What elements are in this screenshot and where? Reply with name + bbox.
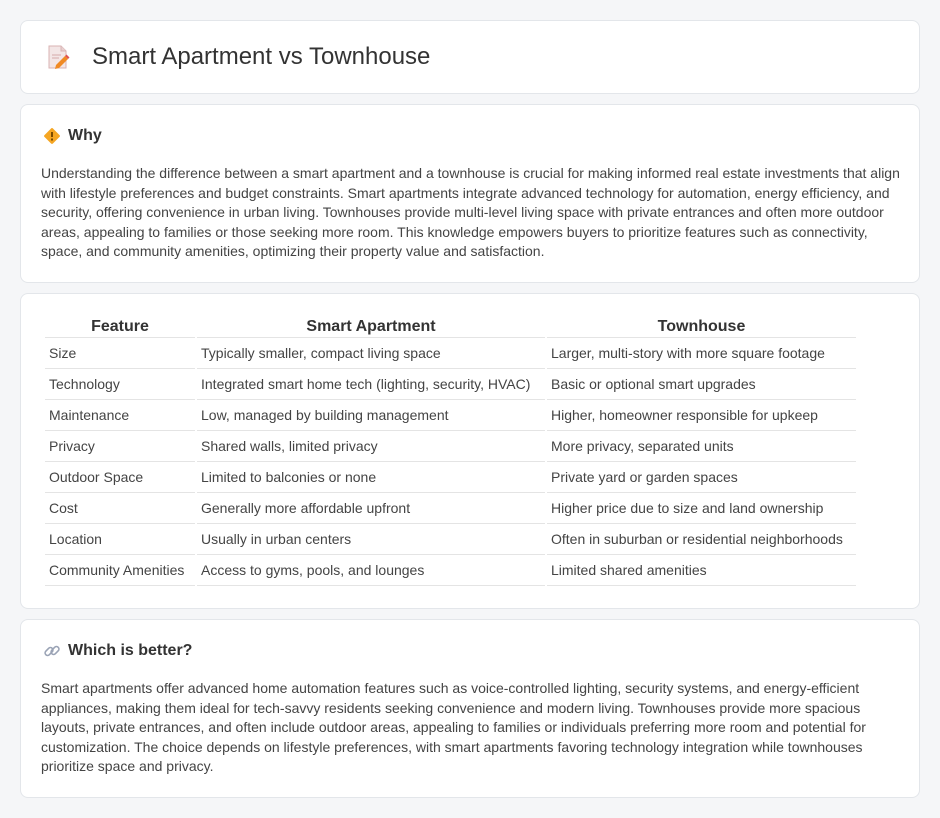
- comparison-table-card: [20, 293, 920, 609]
- page-title: Smart Apartment vs Townhouse: [92, 43, 431, 70]
- smart-apartment-cell: Limited to balconies or none: [197, 462, 545, 493]
- table-row: [45, 369, 856, 400]
- feature-cell: Community Amenities: [45, 555, 195, 586]
- table-row: [45, 338, 856, 369]
- why-text: Understanding the difference between a smart apartment and a townhouse is crucial for making informed real estate investments that align with lifestyle preferences and budget constraints. Smart apartments integrate advanced technology for automation, energy efficiency, and security, offering convenience in urban living. Townhouses provide multi-level living space with private entrances and often more outdoor areas, appealing to families or those seeking more room. This knowledge empowers buyers to prioritize features such as connectivity, space, and community amenities, optimizing their property value and satisfaction.: [41, 165, 900, 260]
- table-row: [45, 493, 856, 524]
- smart-apartment-cell: Generally more affordable upfront: [197, 493, 545, 524]
- table-row: [45, 555, 856, 586]
- smart-apartment-cell: Access to gyms, pools, and lounges: [197, 555, 545, 586]
- document-edit-icon: [45, 43, 71, 71]
- feature-cell: Size: [45, 338, 195, 369]
- townhouse-cell: Larger, multi-story with more square footage: [547, 338, 856, 369]
- smart-apartment-cell: Shared walls, limited privacy: [197, 431, 545, 462]
- townhouse-cell: More privacy, separated units: [547, 431, 856, 462]
- diamond-sign-icon: [43, 127, 61, 145]
- smart-apartment-cell: Integrated smart home tech (lighting, security, HVAC): [197, 369, 545, 400]
- townhouse-cell: Basic or optional smart upgrades: [547, 369, 856, 400]
- table-header-row: [45, 316, 856, 338]
- why-title: Why: [68, 127, 102, 144]
- table-row: [45, 524, 856, 555]
- feature-cell: Technology: [45, 369, 195, 400]
- table-row: [45, 400, 856, 431]
- which-is-better-section: [20, 619, 920, 798]
- header-card: [20, 20, 920, 94]
- feature-cell: Privacy: [45, 431, 195, 462]
- link-icon: [43, 642, 61, 660]
- header-smart-apartment: Smart Apartment: [197, 316, 545, 338]
- smart-apartment-cell: Typically smaller, compact living space: [197, 338, 545, 369]
- table-row: [45, 462, 856, 493]
- townhouse-cell: Limited shared amenities: [547, 555, 856, 586]
- header-townhouse: Townhouse: [547, 316, 856, 338]
- smart-apartment-cell: Usually in urban centers: [197, 524, 545, 555]
- townhouse-cell: Higher price due to size and land ownership: [547, 493, 856, 524]
- feature-cell: Location: [45, 524, 195, 555]
- table-row: [45, 431, 856, 462]
- townhouse-cell: Higher, homeowner responsible for upkeep: [547, 400, 856, 431]
- comparison-table: [43, 316, 858, 586]
- feature-cell: Outdoor Space: [45, 462, 195, 493]
- why-section: [20, 104, 920, 283]
- feature-cell: Maintenance: [45, 400, 195, 431]
- smart-apartment-cell: Low, managed by building management: [197, 400, 545, 431]
- which-is-better-title: Which is better?: [68, 642, 193, 659]
- which-is-better-text: Smart apartments offer advanced home automation features such as voice-controlled lighting, security systems, and energy-efficient appliances, making them ideal for tech-savvy residents seeking convenience and modern living. Townhouses provide more spacious layouts, private entrances, and often include outdoor areas, appealing to families or individuals preferring more room and potential for customization. The choice depends on lifestyle preferences, with smart apartments favoring technology integration while townhouses prioritize space and privacy.: [41, 680, 866, 775]
- townhouse-cell: Private yard or garden spaces: [547, 462, 856, 493]
- feature-cell: Cost: [45, 493, 195, 524]
- townhouse-cell: Often in suburban or residential neighborhoods: [547, 524, 856, 555]
- header-feature: Feature: [45, 316, 195, 338]
